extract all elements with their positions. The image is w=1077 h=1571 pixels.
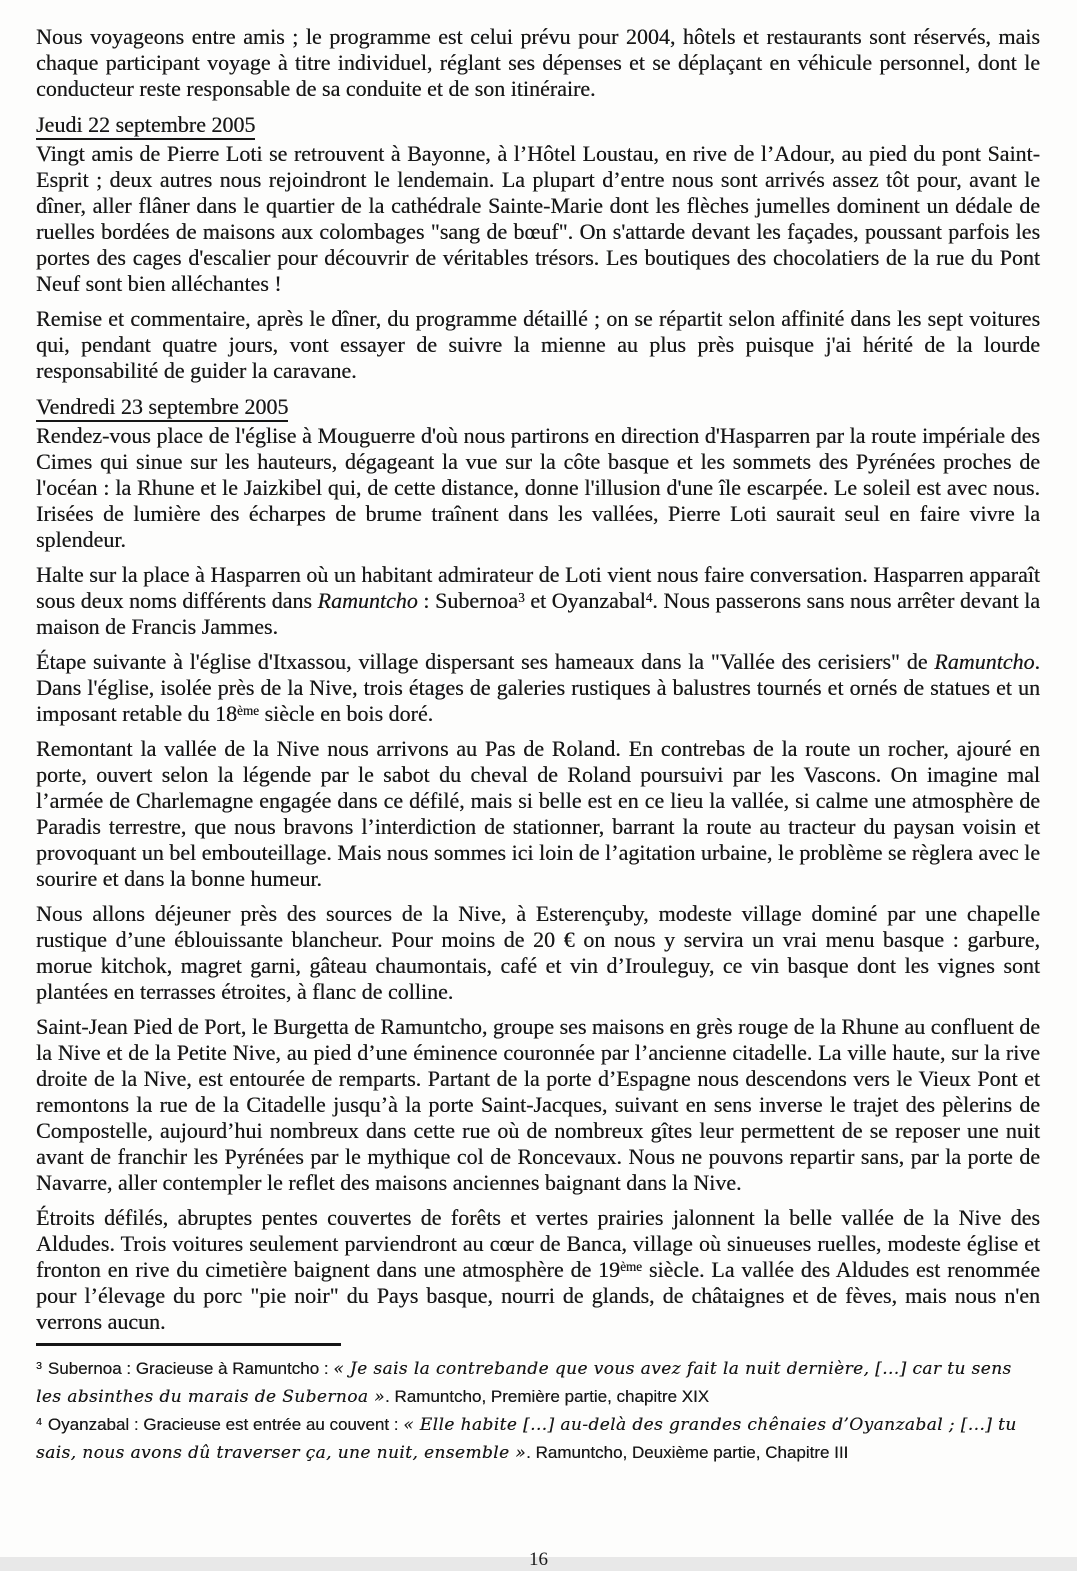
paragraph [36, 141, 1040, 297]
footnote-ref: ème [620, 1259, 643, 1275]
text-run: siècle en bois doré. [258, 701, 434, 726]
footnote-ref: 4 [645, 590, 653, 606]
text-run: Étroits défilés, abruptes pentes couvertes de forêts et vertes prairies jalonnent la belle vallée de la Nive des Aldudes. Trois voitures seulement parviendront au cœur de Banca, village où sinueuses ruelles, modeste église et fronton en rive du cimetière baignent dans une atmosphère de 19 [36, 1205, 1040, 1282]
footnote-marker: 3 [36, 1359, 42, 1372]
paragraph [36, 24, 1040, 102]
text-run: . Nous passerons sans nous arrêter devant la maison de Francis Jammes. [36, 588, 1041, 639]
page-number: 16 [529, 1549, 548, 1570]
text-run: Jeudi 22 septembre 2005 [36, 112, 256, 137]
text-run: et Oyanzabal [524, 588, 646, 613]
text-run: Subernoa : Gracieuse à Ramuntcho : [47, 1359, 334, 1378]
heading-text [36, 394, 288, 422]
text-run: Étape suivante à l'église d'Itxassou, village dispersant ses hameaux dans la "Vallée des cerisiers" de [36, 649, 935, 674]
paragraph [36, 649, 1040, 727]
footnote-ref: 3 [518, 590, 525, 606]
paragraph [36, 562, 1040, 640]
text-run: siècle. La vallée des Aldudes est renommée pour l’élevage du porc "pie noir" du Pays basque, nourri de glands, de châtaignes et de fèves, mais nous n'en verrons aucun. [36, 1257, 1040, 1334]
text-run: « Je sais la contrebande que vous avez fait la nuit dernière, [...] car tu sens les absinthes du marais de Subernoa » [36, 1359, 1012, 1407]
text-run: Nous voyageons entre amis ; le programme est celui prévu pour 2004, hôtels et restaurants sont réservés, mais chaque participant voyage à titre individuel, réglant ses dépenses et se déplaçant en véhicule personnel, dont le conducteur reste responsable de sa conduite et de son itinéraire. [36, 24, 1040, 101]
text-run: « Elle habite [...] au-delà des grandes chênaies d’Oyanzabal ; [...] tu sais, nous avons dû traverser ça, une nuit, ensemble » [36, 1415, 1017, 1463]
paragraph [36, 901, 1040, 1005]
text-run: Rendez-vous place de l'église à Mouguerre d'où nous partirons en direction d'Hasparren par la route impériale des Cimes qui sinue sur les hauteurs, dégageant la vue sur la côte basque et les sommets des Pyrénées proches de l'océan : la Rhune et le Jaizkibel qui, de cette distance, donne l'illusion d'une île escarpée. Le soleil est avec nous. Irisées de lumière des écharpes de brume traînent dans les vallées, Pierre Loti saurait seul en faire vivre la splendeur. [36, 423, 1040, 552]
footnote [36, 1355, 1040, 1411]
text-run: Ramuntcho [317, 588, 418, 613]
text-run: Vingt amis de Pierre Loti se retrouvent à Bayonne, à l’Hôtel Loustau, en rive de l’Adour, au pied du pont Saint-Esprit ; deux autres nous rejoindront le lendemain. La plupart d’entre nous sont arrivés assez tôt pour, avant le dîner, aller flâner dans le quartier de la cathédrale Sainte-Marie dont les flèches jumelles dominent un dédale de ruelles bordées de maisons aux colombages "sang de bœuf". On s'attarde devant les façades, poussant parfois les portes des cages d'escalier pour découvrir de véritables trésors. Les boutiques des chocolatiers de la rue du Pont Neuf sont bien alléchantes ! [36, 141, 1040, 296]
text-run: : Subernoa [417, 588, 519, 613]
footnotes [36, 1355, 1040, 1467]
footnote [36, 1411, 1040, 1467]
paragraph [36, 736, 1040, 892]
text-run: Oyanzabal : Gracieuse est entrée au couvent : [47, 1415, 404, 1434]
text-run: Halte sur la place à Hasparren où un habitant admirateur de Loti vient nous faire conversation. Hasparren apparaît sous deux noms différents dans [36, 562, 1040, 613]
footnote-marker: 4 [36, 1415, 42, 1428]
footnote-ref: ème [237, 703, 259, 719]
text-run: Remontant la vallée de la Nive nous arrivons au Pas de Roland. En contrebas de la route un rocher, ajouré en porte, ouvert selon la légende par le sabot du cheval de Roland poursuivi par les Vascons. On imagine mal l’armée de Charlemagne engagée dans ce défilé, mais si belle est en ce lieu la vallée, si calme une atmosphère de Paradis terrestre, que nous bravons l’interdiction de stationner, barrant la route au tracteur du paysan voisin et provoquant un bel embouteillage. Mais nous sommes ici loin de l’agitation urbaine, le problème se règlera avec le sourire et dans la bonne humeur. [36, 736, 1040, 891]
paragraph [36, 1014, 1040, 1196]
text-run: Remise et commentaire, après le dîner, du programme détaillé ; on se répartit selon affinité dans les sept voitures qui, pendant quatre jours, vont essayer de suivre la mienne au plus près puisque j'ai hérité de la lourde responsabilité de guider la caravane. [36, 306, 1040, 383]
footnote-separator [36, 1343, 341, 1346]
text-run: Nous allons déjeuner près des sources de la Nive, à Esterençuby, modeste village dominé par une chapelle rustique d’une éblouissante blancheur. Pour moins de 20 € on nous y servira un vrai menu basque : garbure, morue kitchok, magret garni, gâteau chaumontais, café et vin d’Irouleguy, ce vin basque dont les vignes sont plantées en terrasses étroites, à flanc de colline. [36, 901, 1040, 1004]
paragraph [36, 423, 1040, 553]
text-run: . Dans l'église, isolée près de la Nive, trois étages de galeries rustiques à balustres tournés et ornés de statues et un imposant retable du 18 [36, 649, 1040, 726]
paragraph [36, 306, 1040, 384]
text-run: Saint-Jean Pied de Port, le Burgetta de Ramuntcho, groupe ses maisons en grès rouge de la Rhune au confluent de la Nive et de la Petite Nive, au pied d’une éminence couronnée par l’ancienne citadelle. La ville haute, sur la rive droite de la Nive, est entourée de remparts. Partant de la porte d’Espagne nous descendons vers le Vieux Pont et remontons la rue de la Citadelle jusqu’à la porte Saint-Jacques, suivant en sens inverse le trajet des pèlerins de Compostelle, aujourd’hui nombreux dans cette rue où de nombreux gîtes leur permettent de se reposer une nuit avant de franchir les Pyrénées par le mythique col de Roncevaux. Nous ne pouvons repartir sans, par la porte de Navarre, aller contempler le reflet des maisons anciennes baignant dans la Nive. [36, 1014, 1040, 1195]
date-heading [36, 394, 1040, 420]
paragraph [36, 1205, 1040, 1335]
text-run: Vendredi 23 septembre 2005 [36, 394, 289, 419]
text-run: . Ramuntcho, Première partie, chapitre XIX [384, 1387, 710, 1406]
text-run: Ramuntcho [934, 649, 1035, 674]
document-blocks [36, 24, 1040, 1335]
date-heading [36, 112, 1040, 138]
text-run: . Ramuntcho, Deuxième partie, Chapitre III [526, 1443, 849, 1462]
heading-text [36, 112, 255, 140]
